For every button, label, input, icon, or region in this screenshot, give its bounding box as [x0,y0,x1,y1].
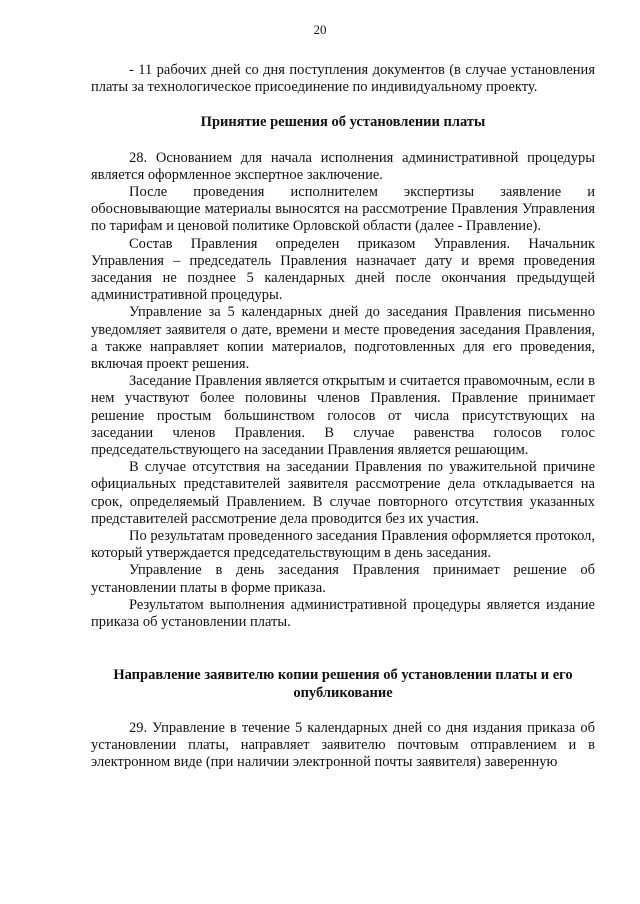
paragraph-continuation: - 11 рабочих дней со дня поступления документов (в случае установления платы за технологическое присоединение по индивидуальному проекту. [91,62,595,96]
paragraph: Результатом выполнения административной процедуры является издание приказа об установлении платы. [91,596,595,631]
section-heading-decision: Принятие решения об установлении платы [200,114,486,131]
paragraph: После проведения исполнителем экспертизы заявление и обосновывающие материалы выносятся на рассмотрение Правления Управления по тарифам и ценовой политике Орловской области (далее - Правление). [91,184,595,235]
paragraph: 29. Управление в течение 5 календарных дней со дня издания приказа об установлении платы, направляет заявителю почтовым отправлением и в электронном виде (при наличии электронной почты заявителя) заверенную [91,719,595,771]
section-heading-notification: Направление заявителю копии решения об установлении платы и его опубликование [113,667,573,701]
paragraph: Состав Правления определен приказом Управления. Начальник Управления – председатель Правления назначает дату и время проведения заседания не позднее 5 календарных дней после окончания предыдущей административной процедуры. [91,235,595,304]
paragraph: По результатам проведенного заседания Правления оформляется протокол, который утверждается председательствующим в день заседания. [91,528,595,562]
paragraph: Заседание Правления является открытым и считается правомочным, если в нем участвуют более половины членов Правления. Правление принимает решение простым большинством голосов от числа присутствующих на заседании членов Правления. В случае равенства голосов голос председательствующего на заседании Правления является решающим. [91,373,595,459]
document-body [91,62,595,771]
paragraph: В случае отсутствия на заседании Правления по уважительной причине официальных представителей заявителя рассмотрение дела откладывается на срок, определяемый Правлением. В случае повторного отсутствия указанных представителей рассмотрение дела проводится без их участия. [91,459,595,527]
paragraph: 28. Основанием для начала исполнения административной процедуры является оформленное экспертное заключение. [91,149,595,183]
paragraph: Управление в день заседания Правления принимает решение об установлении платы в форме приказа. [91,562,595,596]
page-number: 20 [313,22,327,37]
paragraph: Управление за 5 календарных дней до заседания Правления письменно уведомляет заявителя о дате, времени и месте проведения заседания Правления, а также направляет копии материалов, подготовленных для его проведения, включая проект решения. [91,304,595,373]
